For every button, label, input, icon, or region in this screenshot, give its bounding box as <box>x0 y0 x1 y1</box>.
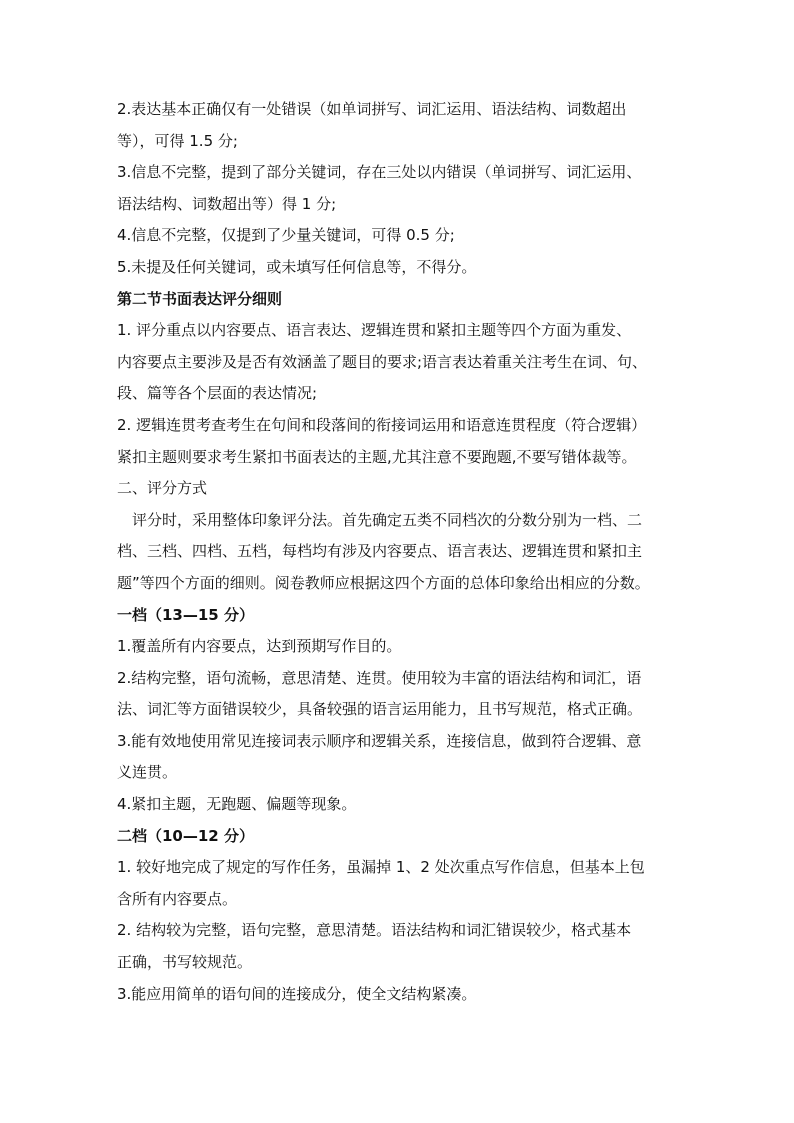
text-line-4: 语法结构、词数超出等）得 1 分; <box>117 194 337 213</box>
text-line-6: 5.未提及任何关键词，或未填写任何信息等，不得分。 <box>117 257 477 276</box>
text-line-22: 义连贯。 <box>117 763 178 782</box>
text-line-29: 3.能应用简单的语句间的连接成分，使全文结构紧凑。 <box>117 984 477 1003</box>
text-line-26: 含所有内容要点。 <box>117 889 238 908</box>
section-heading-writing-rules: 第二节书面表达评分细则 <box>117 289 283 308</box>
text-line-3: 3.信息不完整，提到了部分关键词，存在三处以内错误（单词拼写、词汇运用、 <box>117 163 642 182</box>
document-page <box>117 94 677 1010</box>
text-line-18: 1.覆盖所有内容要点，达到预期写作目的。 <box>117 637 402 656</box>
text-line-19: 2.结构完整，语句流畅，意思清楚、连贯。使用较为丰富的语法结构和词汇，语 <box>117 668 642 687</box>
text-line-8: 1. 评分重点以内容要点、语言表达、逻辑连贯和紧扣主题等四个方面为重发、 <box>117 321 632 340</box>
text-line-1: 2.表达基本正确仅有一处错误（如单词拼写、词汇运用、语法结构、词数超出 <box>117 100 627 118</box>
text-line-14: 评分时，采用整体印象评分法。首先确定五类不同档次的分数分别为一档、二 <box>132 510 643 529</box>
text-line-9: 内容要点主要涉及是否有效涵盖了题目的要求;语言表达着重关注考生在词、句、 <box>117 352 648 371</box>
text-line-12: 紧扣主题则要求考生紧扣书面表达的主题,尤其注意不要跑题,不要写错体裁等。 <box>117 447 637 466</box>
text-line-20: 法、词汇等方面错误较少，具备较强的语言运用能力，且书写规范，格式正确。 <box>117 700 643 719</box>
text-line-15: 档、三档、四档、五档，每档均有涉及内容要点、语言表达、逻辑连贯和紧扣主 <box>117 542 643 561</box>
grade-heading-2: 二档（10—12 分） <box>117 826 254 845</box>
section-heading-scoring-method: 二、评分方式 <box>117 479 208 498</box>
text-line-2: 等），可得 1.5 分; <box>117 131 238 150</box>
text-line-16: 题”等四个方面的细则。阅卷教师应根据这四个方面的总体印象给出相应的分数。 <box>117 573 650 592</box>
text-line-5: 4.信息不完整，仅提到了少量关键词，可得 0.5 分; <box>117 226 455 245</box>
text-line-28: 正确，书写较规范。 <box>117 953 253 972</box>
text-line-11: 2. 逻辑连贯考查考生在句间和段落间的衔接词运用和语意连贯程度（符合逻辑） <box>117 415 647 434</box>
text-line-10: 段、篇等各个层面的表达情况; <box>117 384 318 403</box>
grade-heading-1: 一档（13—15 分） <box>117 605 254 624</box>
text-line-25: 1. 较好地完成了规定的写作任务，虽漏掉 1、2 处次重点写作信息，但基本上包 <box>117 858 645 877</box>
text-line-27: 2. 结构较为完整，语句完整，意思清楚。语法结构和词汇错误较少，格式基本 <box>117 921 632 940</box>
text-line-23: 4.紧扣主题，无跑题、偏题等现象。 <box>117 795 357 814</box>
text-line-21: 3.能有效地使用常见连接词表示顺序和逻辑关系，连接信息，做到符合逻辑、意 <box>117 731 642 750</box>
